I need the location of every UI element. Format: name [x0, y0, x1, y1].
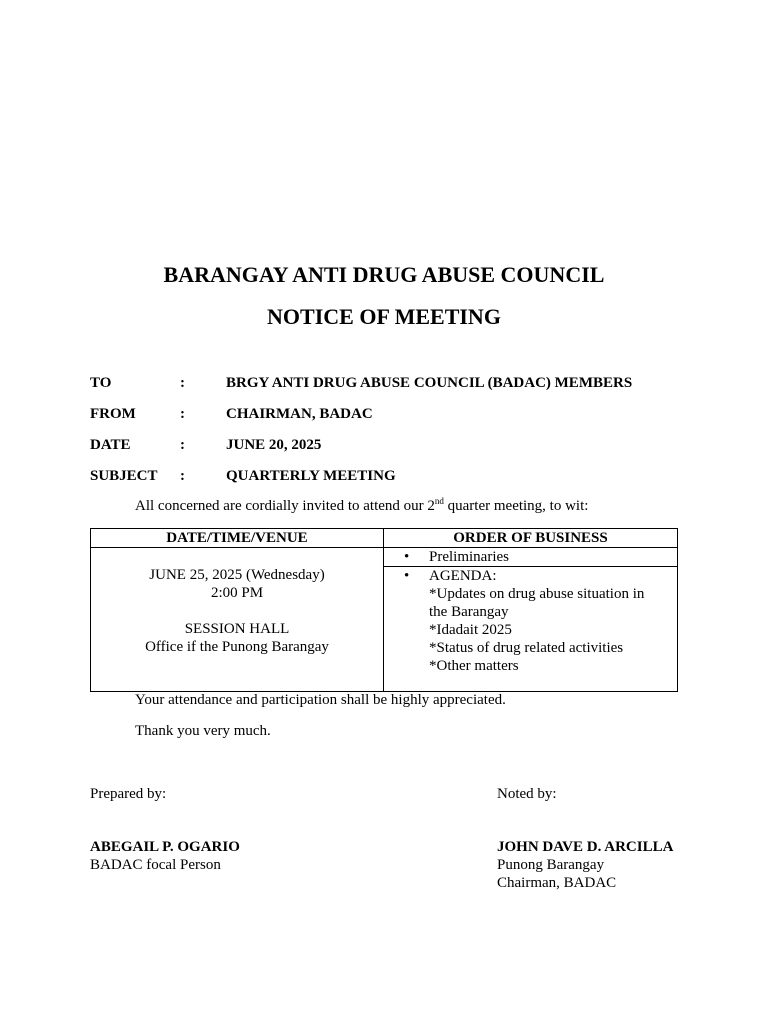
subject-colon: :	[180, 468, 185, 484]
preparer-name: ABEGAIL P. OGARIO	[90, 839, 240, 855]
preparer-position: BADAC focal Person	[90, 857, 221, 873]
intro-text-before: All concerned are cordially invited to attend our 2	[135, 498, 435, 514]
date-label: DATE	[90, 437, 131, 453]
agenda-item: the Barangay	[429, 604, 509, 620]
notice-title: NOTICE OF MEETING	[267, 304, 501, 329]
noter-position: Punong Barangay	[497, 857, 605, 873]
prepared-by-label: Prepared by:	[90, 786, 167, 802]
venue-office: Office if the Punong Barangay	[145, 639, 329, 655]
bullet-icon: •	[404, 549, 410, 565]
agenda-item: *Other matters	[429, 658, 519, 674]
from-colon: :	[180, 406, 185, 422]
agenda-item: *Updates on drug abuse situation in	[429, 586, 645, 602]
intro-paragraph	[135, 496, 588, 517]
council-title: BARANGAY ANTI DRUG ABUSE COUNCIL	[163, 262, 605, 287]
closing-line-thanks: Thank you very much.	[135, 723, 271, 739]
business-item-preliminaries	[384, 548, 678, 567]
date-colon: :	[180, 437, 185, 453]
subject-label: SUBJECT	[90, 468, 158, 484]
from-value: CHAIRMAN, BADAC	[226, 406, 373, 422]
venue-spacer	[91, 602, 383, 620]
memo-subject-row	[0, 466, 768, 486]
business-item-agenda	[384, 567, 678, 692]
to-value: BRGY ANTI DRUG ABUSE COUNCIL (BADAC) MEMBERS	[226, 375, 633, 391]
venue-cell	[91, 548, 384, 692]
agenda-item: *Status of drug related activities	[429, 640, 624, 656]
memo-date-row	[0, 435, 768, 455]
memo-to-row	[0, 373, 768, 393]
intro-text-after: quarter meeting, to wit:	[443, 498, 589, 514]
venue-time: 2:00 PM	[210, 585, 264, 601]
noter-position-2: Chairman, BADAC	[497, 875, 617, 891]
venue-column-header: DATE/TIME/VENUE	[91, 529, 384, 548]
business-column-header: ORDER OF BUSINESS	[384, 529, 678, 548]
to-colon: :	[180, 375, 185, 391]
noted-by-label: Noted by:	[497, 786, 557, 802]
noter-name: JOHN DAVE D. ARCILLA	[497, 839, 674, 855]
memo-from-row	[0, 404, 768, 424]
to-label: TO	[90, 375, 112, 391]
agenda-label: AGENDA:	[429, 568, 497, 584]
date-value: JUNE 20, 2025	[226, 437, 322, 453]
closing-line-attendance: Your attendance and participation shall be highly appreciated.	[135, 692, 506, 708]
venue-place: SESSION HALL	[184, 621, 290, 637]
preliminaries-label: Preliminaries	[429, 549, 509, 565]
meeting-table	[90, 528, 678, 692]
venue-date: JUNE 25, 2025 (Wednesday)	[149, 567, 325, 583]
table-row	[91, 548, 678, 567]
table-header-row	[91, 529, 678, 548]
agenda-item: *Idadait 2025	[429, 622, 512, 638]
subject-value: QUARTERLY MEETING	[226, 468, 396, 484]
intro-superscript: nd	[434, 496, 444, 506]
from-label: FROM	[90, 406, 136, 422]
bullet-icon: •	[404, 568, 410, 584]
